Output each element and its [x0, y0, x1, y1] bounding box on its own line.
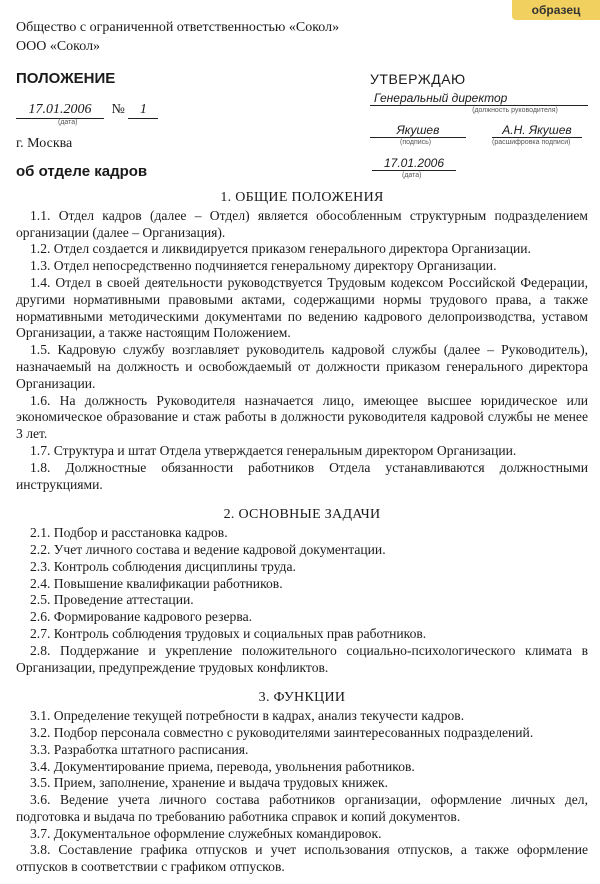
sample-badge: образец [512, 0, 600, 20]
paragraph: 1.3. Отдел непосредственно подчиняется генеральному директору Организации. [30, 258, 497, 274]
approval-signature: Якушев [370, 123, 466, 138]
approval-block [370, 71, 588, 179]
paragraph: 1.2. Отдел создается и ликвидируется приказом генерального директора Организации. [30, 241, 531, 257]
paragraph: 3.7. Документальное оформление служебных командировок. [30, 825, 382, 841]
paragraph: 2.5. Проведение аттестации. [30, 592, 194, 608]
document-body [16, 190, 588, 876]
approval-heading: УТВЕРЖДАЮ [370, 71, 466, 87]
paragraph: 2.3. Контроль соблюдения дисциплины труда. [30, 558, 296, 574]
paragraph: 1.8. Должностные обязанности работников Отдела устанавливаются должностными инструкциями. [16, 459, 588, 492]
paragraph: 1.7. Структура и штат Отдела утверждается генеральным директором Организации. [30, 442, 517, 458]
paragraph: 3.8. Составление графика отпусков и учет использования отпусков, а также оформление отпусков в соответствии с графиком отпусков. [16, 842, 588, 875]
paragraph: 2.1. Подбор и расстановка кадров. [30, 525, 228, 541]
document-number: 1 [128, 102, 158, 119]
paragraph: 3.2. Подбор персонала совместно с руководителями заинтересованных подразделений. [30, 724, 534, 740]
number-sign: № [111, 102, 125, 117]
approval-date-caption: (дата) [402, 172, 422, 179]
document-title: ПОЛОЖЕНИЕ [16, 70, 116, 87]
approval-name-caption: (расшифровка подписи) [492, 139, 571, 146]
paragraph: 2.8. Поддержание и укрепление положительного социально-психологического климата в Организации, предупреждение трудовых конфликтов. [16, 642, 588, 675]
organization-block [16, 18, 339, 56]
approval-name: А.Н. Якушев [492, 123, 582, 138]
paragraph: 3.4. Документирование приема, перевода, увольнения работников. [30, 758, 415, 774]
paragraph: 2.4. Повышение квалификации работников. [30, 575, 283, 591]
paragraph: 2.2. Учет личного состава и ведение кадровой документации. [30, 541, 386, 557]
approval-position: Генеральный директор [370, 91, 588, 106]
paragraph: 3.5. Прием, заполнение, хранение и выдача трудовых книжек. [30, 775, 389, 791]
document-date: 17.01.2006 [16, 102, 104, 119]
approval-date: 17.01.2006 [372, 156, 456, 171]
paragraph: 2.7. Контроль соблюдения трудовых и социальных прав работников. [30, 625, 427, 641]
paragraph: 3.3. Разработка штатного расписания. [30, 741, 249, 757]
paragraph: 1.1. Отдел кадров (далее – Отдел) является обособленным структурным подразделением организации (далее – Организация). [16, 207, 588, 240]
organization-full-name: Общество с ограниченной ответственностью «Сокол» [16, 20, 340, 35]
approval-position-caption: (должность руководителя) [472, 107, 558, 114]
document-subject: об отделе кадров [16, 163, 148, 180]
paragraph: 1.6. На должность Руководителя назначается лицо, имеющее высшее юридическое или экономическое образование и стаж работы в должности руководителя кадровой службы не менее 3 лет. [16, 392, 588, 442]
paragraph: 3.1. Определение текущей потребности в кадрах, анализ текучести кадров. [30, 708, 465, 724]
organization-short-name: ООО «Сокол» [16, 39, 101, 54]
section-title: 2. ОСНОВНЫЕ ЗАДАЧИ [223, 507, 381, 523]
approval-signature-caption: (подпись) [400, 139, 432, 146]
document-date-caption: (дата) [58, 119, 78, 126]
document-city: г. Москва [16, 136, 73, 151]
paragraph: 1.5. Кадровую службу возглавляет руководитель кадровой службы (далее – Руководитель), назначаемый на должность и освобождаемый от должности приказом генерального директора Организации. [16, 342, 588, 391]
paragraph: 2.6. Формирование кадрового резерва. [30, 609, 253, 625]
section-title: 3. ФУНКЦИИ [258, 690, 346, 706]
paragraph: 3.6. Ведение учета личного состава работников организации, оформление личных дел, подготовка и выдача по требованию работника справок и копий документов. [16, 792, 588, 824]
document-number-line [16, 102, 158, 119]
section-title: 1. ОБЩИЕ ПОЛОЖЕНИЯ [220, 190, 384, 205]
paragraph: 1.4. Отдел в своей деятельности руководствуется Трудовым кодексом Российской Федерации, другими нормативными правовыми актами, содержащими нормы трудового права, а также нормативными методическими документами по ведению кадрового делопроизводства, уставом Организации, а также настоящим Положением. [16, 274, 588, 341]
